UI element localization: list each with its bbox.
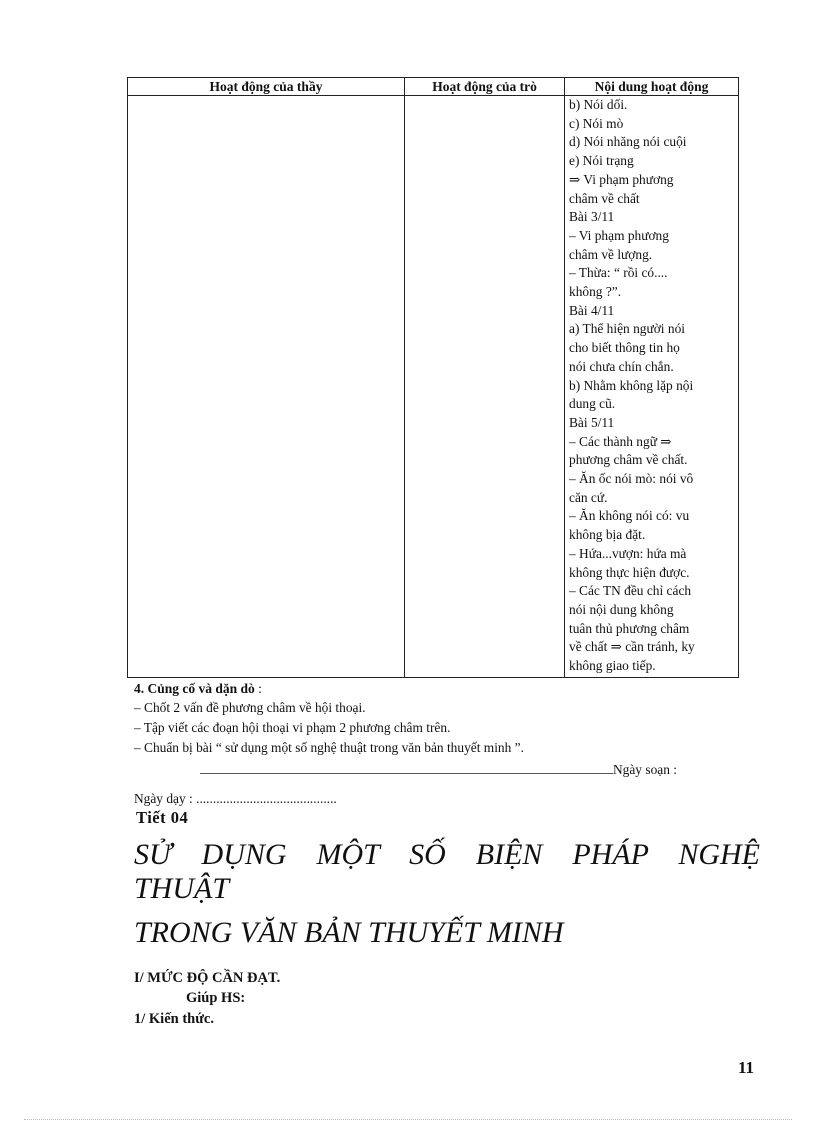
list-item: a) Thể hiện người nói [569,321,685,337]
prep-date-rule [200,763,613,774]
header-teacher-activity: Hoạt động của thầy [128,78,405,96]
header-activity-content: Nội dung hoạt động [565,78,739,96]
list-item: không giao tiếp. [569,658,656,674]
list-item: – Ăn không nói có: vu [569,508,690,524]
teacher-activity-cell [128,96,405,678]
list-item: – Ăn ốc nói mò: nói vô [569,471,694,487]
list-item: – Tập viết các đoạn hội thoại vi phạm 2 phương châm trên. [134,720,451,735]
lesson-activity-table [127,77,739,678]
list-item: căn cứ. [569,489,608,505]
prep-date-line [200,762,677,778]
review-heading-title: 4. Củng cố và dặn dò [134,681,255,696]
list-item: c) Nói mò [569,115,624,131]
list-item: b) Nhằm không lặp nội [569,377,694,393]
list-item: e) Nói trạng [569,153,634,169]
list-item: không bịa đặt. [569,527,646,543]
help-label: Giúp HS: [186,990,246,1006]
review-list [134,698,524,758]
list-item: – Chốt 2 vấn đề phương châm về hội thoại. [134,700,366,715]
review-heading-suffix: : [254,681,262,696]
list-item: – Vi phạm phương [569,227,669,243]
list-item: tuân thủ phương châm [569,620,690,636]
list-item: không thực hiện được. [569,564,690,580]
list-item: – Hứa...vượn: hứa mà [569,545,687,561]
list-item: về chất ⇒ cần tránh, ky [569,639,695,655]
list-item: nói chưa chín chắn. [569,358,674,374]
lesson-title-line-2: THUẬT [134,872,230,905]
activity-content-list [565,96,738,676]
table-header-row [128,78,739,96]
lesson-title [134,838,760,950]
prep-date-label: Ngày soạn : [613,762,677,777]
table-row [128,96,739,678]
list-item: Bài 3/11 [569,209,615,225]
knowledge-heading: 1/ Kiến thức. [134,1011,214,1027]
lesson-title-line-1: SỬ DỤNG MỘT SỐ BIỆN PHÁP NGHỆ [134,838,760,871]
list-item: d) Nói nhăng nói cuội [569,134,687,150]
list-item: dung cũ. [569,396,616,412]
student-activity-cell [405,96,565,678]
list-item: Bài 5/11 [569,414,615,430]
list-item: nói nội dung không [569,601,674,617]
page-bottom-divider [24,1119,792,1120]
list-item: b) Nói dối. [569,97,628,112]
list-item: ⇒ Vi phạm phương [569,171,674,187]
header-student-activity: Hoạt động của trò [405,78,565,96]
list-item: – Thừa: “ rồi có.... [569,265,668,281]
list-item: Bài 4/11 [569,302,615,318]
lesson-title-line-3: TRONG VĂN BẢN THUYẾT MINH [134,916,564,949]
list-item: châm về chất [569,190,640,206]
list-item: – Các thành ngữ ⇒ [569,433,672,449]
list-item: cho biết thông tin họ [569,340,680,356]
list-item: không ?”. [569,284,622,300]
period-number: Tiết 04 [136,808,189,827]
list-item: châm về lượng. [569,246,653,262]
list-item: – Các TN đều chỉ cách [569,583,692,599]
page-number: 11 [738,1058,755,1077]
review-heading [134,681,262,697]
requirements-heading: I/ MỨC ĐỘ CẦN ĐẠT. [134,970,281,986]
list-item: – Chuẩn bị bài “ sử dụng một số nghệ thuật trong văn bản thuyết minh ”. [134,740,524,755]
activity-content-cell [565,96,739,678]
teach-date: Ngày dạy : .......................................... [134,791,337,806]
list-item: phương châm về chất. [569,452,688,468]
